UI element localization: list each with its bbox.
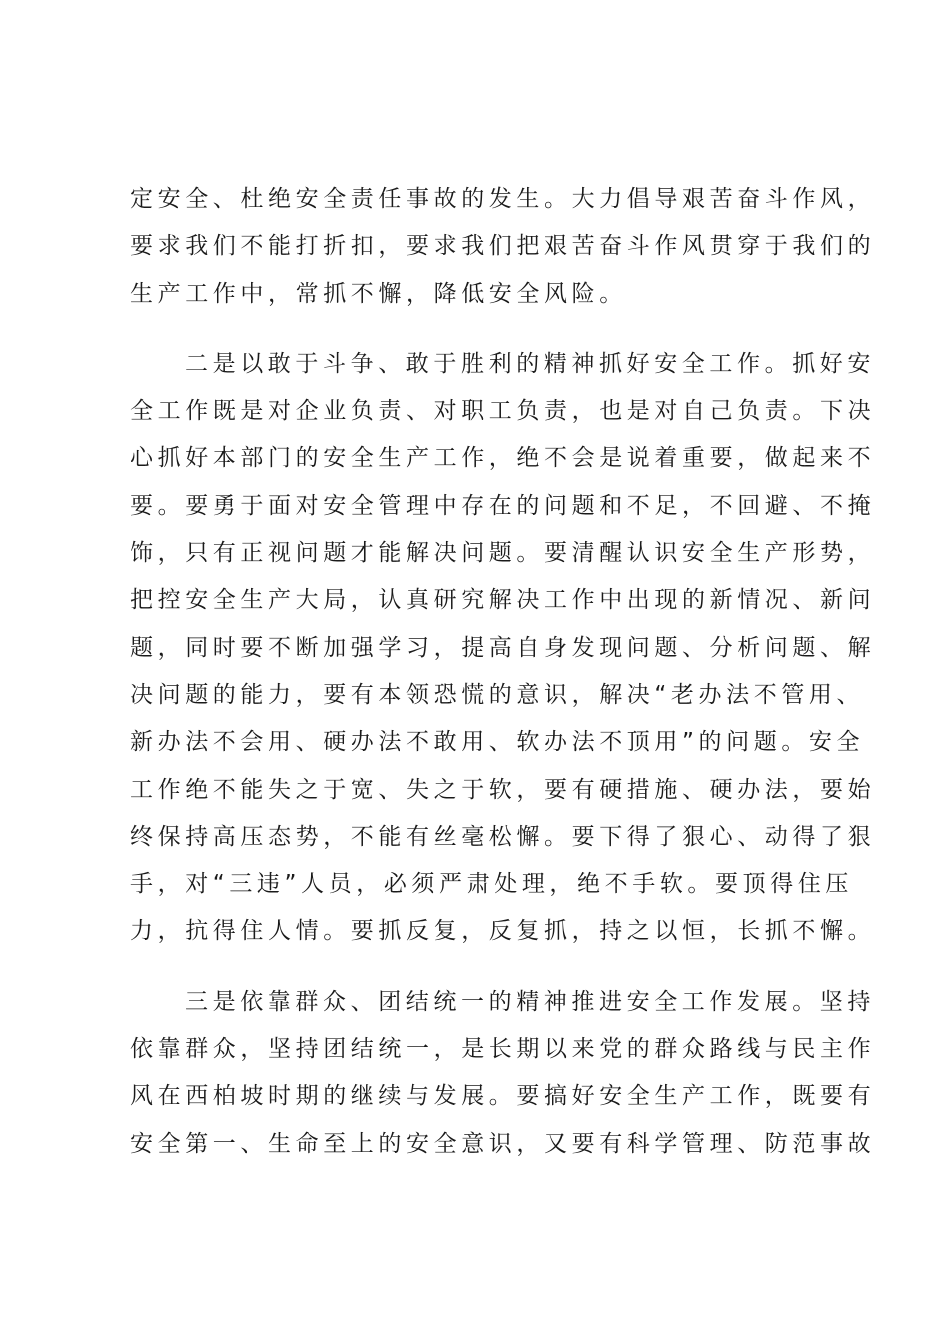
paragraph-1	[130, 176, 876, 318]
text-line: 定安全、杜绝安全责任事故的发生。大力倡导艰苦奋斗作风，	[130, 186, 876, 212]
text-line: 依靠群众，坚持团结统一，是长期以来党的群众路线与民主作	[130, 1036, 876, 1063]
document-page	[130, 176, 876, 1168]
text-line: 要求我们不能打折扣，要求我们把艰苦奋斗作风贯穿于我们的	[130, 233, 876, 260]
text-line: 心抓好本部门的安全生产工作，绝不会是说着重要，做起来不	[130, 445, 876, 472]
text-line: 把控安全生产大局，认真研究解决工作中出现的新情况、新问	[130, 587, 876, 614]
paragraph-2	[130, 341, 876, 956]
text-line: 三是依靠群众、团结统一的精神推进安全工作发展。坚持	[185, 988, 875, 1015]
text-line: 风在西柏坡时期的继续与发展。要搞好安全生产工作，既要有	[130, 1083, 876, 1110]
text-line: 全工作既是对企业负责、对职工负责，也是对自己负责。下决	[130, 398, 876, 425]
text-line: 二是以敢于斗争、敢于胜利的精神抓好安全工作。抓好安	[185, 350, 875, 377]
text-line: 终保持高压态势，不能有丝毫松懈。要下得了狠心、动得了狠	[130, 823, 876, 850]
text-line: 新办法不会用、硬办法不敢用、软办法不顶用”的问题。安全	[130, 729, 865, 756]
text-line: 生产工作中，常抓不懈，降低安全风险。	[130, 280, 627, 307]
text-line: 题，同时要不断加强学习，提高自身发现问题、分析问题、解	[130, 634, 876, 661]
text-line: 要。要勇于面对安全管理中存在的问题和不足，不回避、不掩	[130, 492, 876, 519]
text-line: 安全第一、生命至上的安全意识，又要有科学管理、防范事故	[130, 1130, 876, 1157]
paragraph-3	[130, 979, 876, 1168]
text-line: 手，对“三违”人员，必须严肃处理，绝不手软。要顶得住压	[130, 871, 854, 898]
text-line: 饰，只有正视问题才能解决问题。要清醒认识安全生产形势，	[130, 540, 876, 567]
text-line: 力，抗得住人情。要抓反复，反复抓，持之以恒，长抓不懈。	[130, 918, 876, 945]
text-line: 决问题的能力，要有本领恐慌的意识，解决“老办法不管用、	[130, 681, 865, 708]
text-line: 工作绝不能失之于宽、失之于软，要有硬措施、硬办法，要始	[130, 776, 876, 803]
